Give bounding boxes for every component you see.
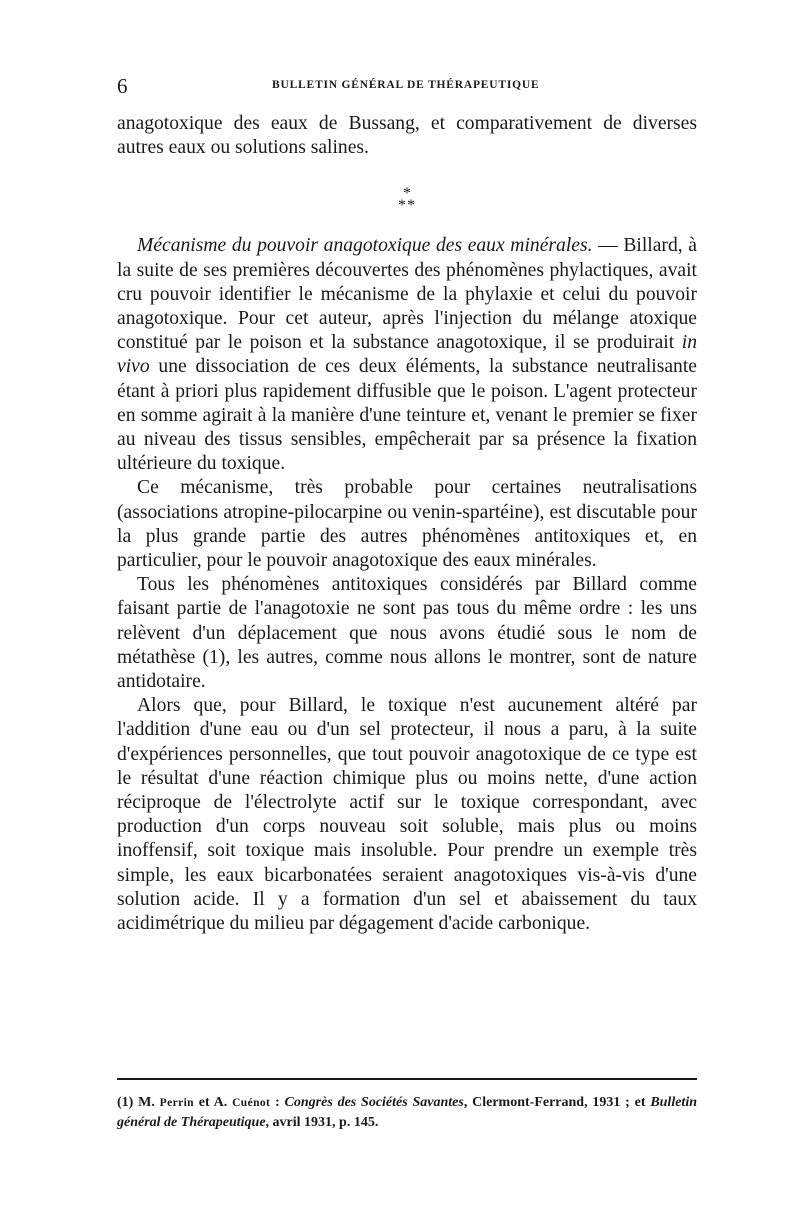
paragraph-neutralisations: Ce mécanisme, très probable pour certaines neutralisations (associations atropine-pilocarpine ou venin-spartéine), est discutable pour la plus grande partie des autres phénomènes antitoxiques et, en particulier, pour le pouvoir anagotoxique des eaux minérales. xyxy=(117,477,697,572)
paragraph-continuation: anagotoxique des eaux de Bussang, et comparativement de diverses autres eaux ou solutions salines. xyxy=(117,113,697,159)
asterism-top: * xyxy=(403,185,411,203)
footnote-colon: : xyxy=(270,1095,285,1110)
paragraph-mechanism xyxy=(117,234,697,476)
page-number: 6 xyxy=(117,74,128,98)
body-text xyxy=(117,112,697,936)
footnote-and: et A. xyxy=(193,1095,233,1110)
footnote xyxy=(117,1093,697,1132)
footnote-author-perrin: Perrin xyxy=(159,1097,194,1109)
section-title: Mécanisme du pouvoir anagotoxique des eaux minérales. xyxy=(137,235,593,257)
footnote-date: , avril 1931, p. 145. xyxy=(265,1115,379,1130)
paragraph-reaction: Alors que, pour Billard, le toxique n'est aucunement altéré par l'addition d'une eau ou d'un sel protecteur, il nous a paru, à la suite d'expériences personnelles, que tout pouvoir anagotoxique de ce type est le résultat d'une réaction chimique plus ou moins nette, d'une action réciproque de l'électrolyte actif sur le toxique correspondant, avec production d'un corps nouveau soit soluble, mais plus ou moins inoffensif, soit toxique mais insoluble. Pour prendre un exemple très simple, les eaux bicarbonatées seraient anagotoxiques vis-à-vis d'une solution acide. Il y a formation d'un sel et abaissement du taux acidimétrique du milieu par dégagement d'acide carbonique. xyxy=(117,695,697,935)
paragraph-mechanism-text: — Billard, à la suite de ses premières découvertes des phénomènes phylactiques, avait cru pouvoir identifier le mécanisme de la phylaxie et celui du pouvoir anagotoxique. Pour cet auteur, après l'injection du mélange atoxique constitué par le poison et la substance anagotoxique, il se produirait xyxy=(117,235,697,354)
footnote-title-bulletin: Bulletin général de Thérapeutique xyxy=(117,1095,697,1130)
footnote-rule xyxy=(117,1078,697,1080)
journal-title: BULLETIN GÉNÉRAL DE THÉRAPEUTIQUE xyxy=(272,79,540,91)
asterism-bottom: ** xyxy=(398,197,416,215)
footnote-marker: (1) M. xyxy=(117,1095,160,1110)
paragraph-mechanism-end: une dissociation de ces deux éléments, la substance neutralisante étant à priori plus rapidement diffusible que le poison. L'agent protecteur en somme agirait à la manière d'une teinture et, venant le premier se fixer au niveau des tissus sensibles, empêcherait par sa présence la fixation ultérieure du toxique. xyxy=(117,356,697,475)
footnote-author-cuenot: Cuénot xyxy=(232,1097,271,1109)
running-head xyxy=(117,74,697,102)
footnote-title-congres: Congrès des Sociétés Savantes xyxy=(284,1095,464,1110)
in-vivo-italic: in vivo xyxy=(117,332,697,378)
paragraph-phenomenes: Tous les phénomènes antitoxiques considérés par Billard comme faisant partie de l'anagotoxie ne sont pas tous du même ordre : les uns relèvent d'un déplacement que nous avons étudié sous le nom de métathèse (1), les autres, comme nous allons le montrer, sont de nature antidotaire. xyxy=(117,574,697,693)
footnote-place: , Clermont-Ferrand, 1931 ; et xyxy=(463,1095,651,1110)
section-separator-asterism xyxy=(117,174,697,226)
